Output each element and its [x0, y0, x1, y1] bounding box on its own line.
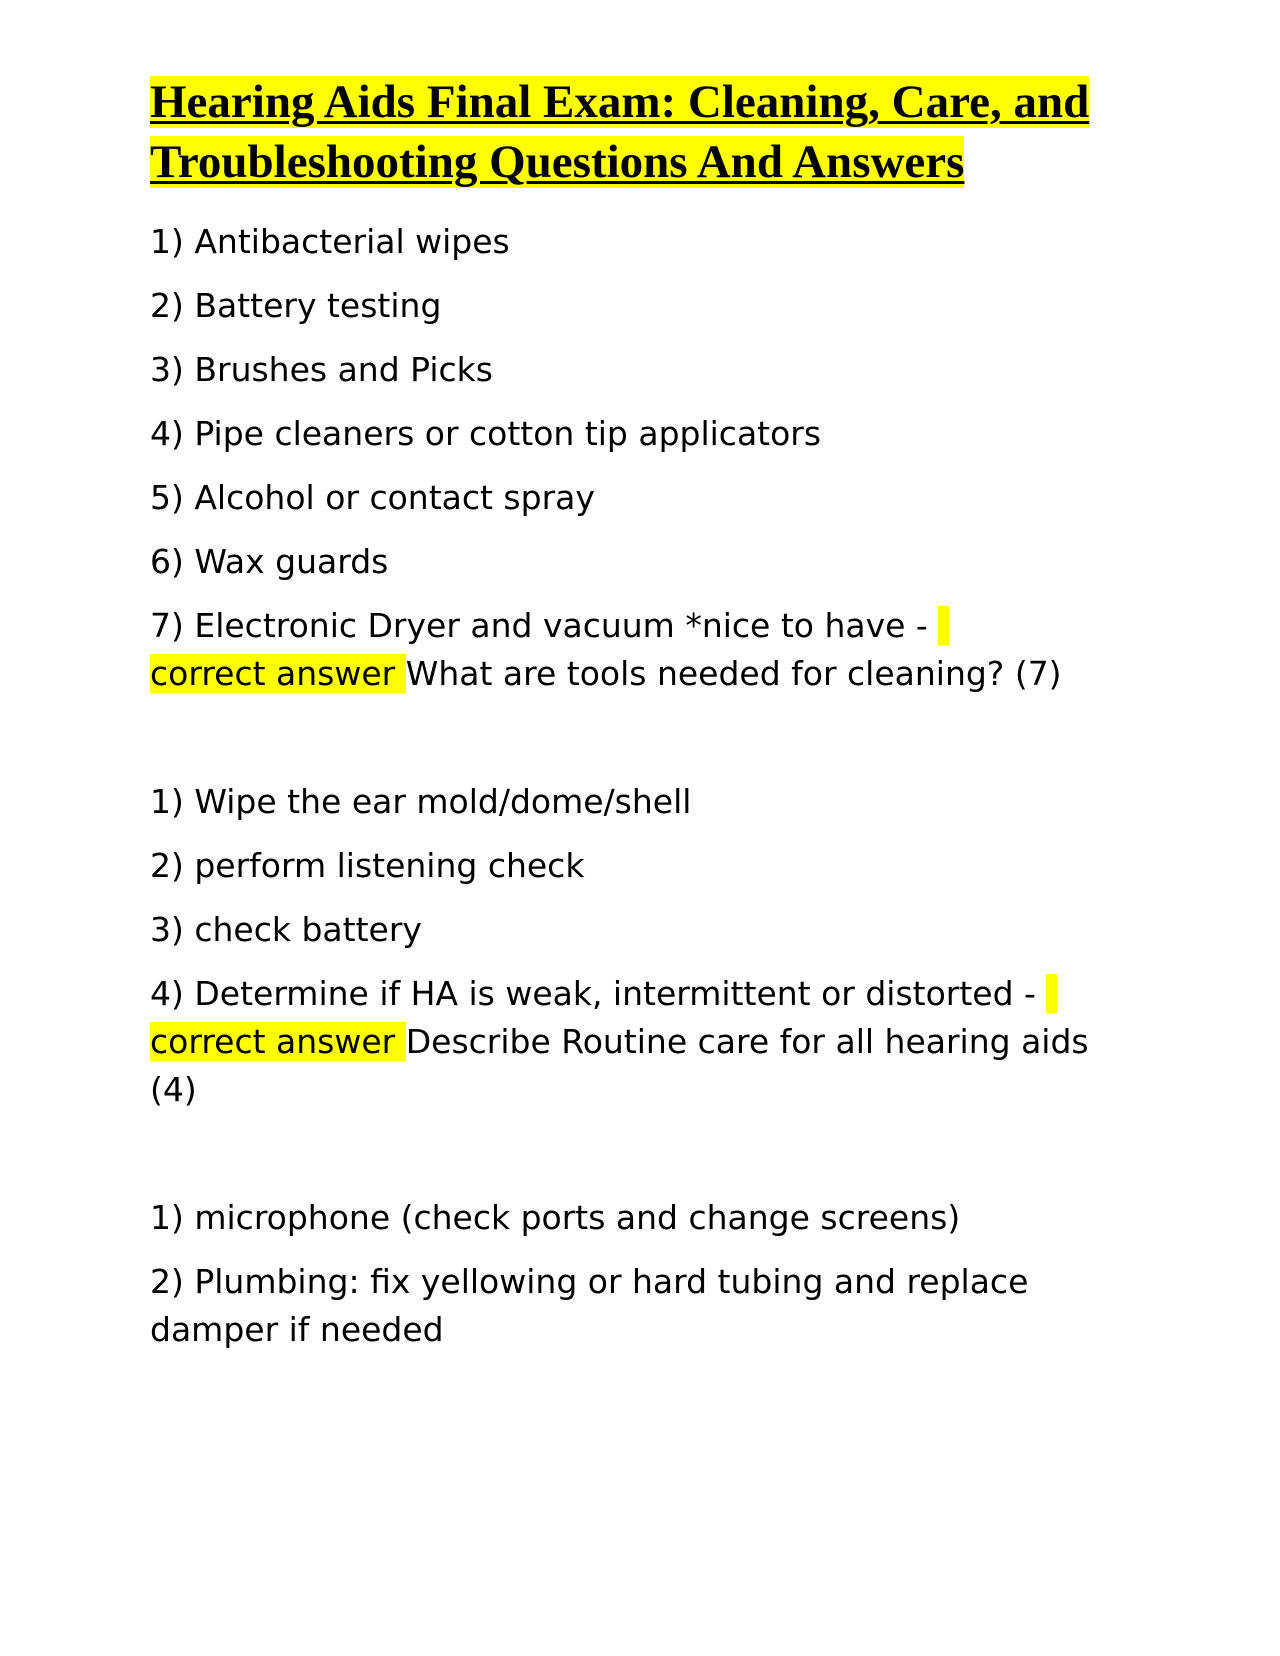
answer-item: 1) Wipe the ear mold/dome/shell	[150, 782, 692, 821]
qa-block-routine-care	[150, 778, 1140, 1114]
answer-item: 3) Brushes and Picks	[150, 350, 493, 389]
answer-item: 1) microphone (check ports and change screens)	[150, 1198, 961, 1237]
answer-item-with-question	[150, 970, 1140, 1114]
answer-item: 7) Electronic Dryer and vacuum *nice to have -	[150, 606, 928, 645]
answer-item: 1) Antibacterial wipes	[150, 222, 510, 261]
section-gap	[150, 698, 1140, 778]
answer-item: 2) Plumbing: fix yellowing or hard tubing and replace damper if needed	[150, 1262, 1029, 1349]
document-title	[150, 72, 1140, 192]
document-content	[150, 72, 1140, 1370]
section-gap	[150, 1114, 1140, 1194]
question-text: What are tools needed for cleaning? (7)	[405, 654, 1062, 693]
document-title-text: Hearing Aids Final Exam: Cleaning, Care, and Troubleshooting Questions And Answers	[150, 76, 1090, 188]
answer-item: 4) Pipe cleaners or cotton tip applicators	[150, 414, 822, 453]
qa-block-tools	[150, 218, 1140, 698]
answer-item: 3) check battery	[150, 910, 422, 949]
correct-answer-label-text: correct answer	[150, 654, 396, 693]
answer-item: 2) perform listening check	[150, 846, 585, 885]
answer-item: 2) Battery testing	[150, 286, 442, 325]
answer-item: 6) Wax guards	[150, 542, 389, 581]
answer-item: 4) Determine if HA is weak, intermittent or distorted -	[150, 974, 1036, 1013]
question-text: Describe Routine care for all hearing aids (4)	[150, 1022, 1089, 1109]
qa-block-troubleshooting	[150, 1194, 1140, 1354]
answer-item-with-question	[150, 602, 1140, 698]
answer-item: 5) Alcohol or contact spray	[150, 478, 595, 517]
correct-answer-label-text: correct answer	[150, 1022, 396, 1061]
